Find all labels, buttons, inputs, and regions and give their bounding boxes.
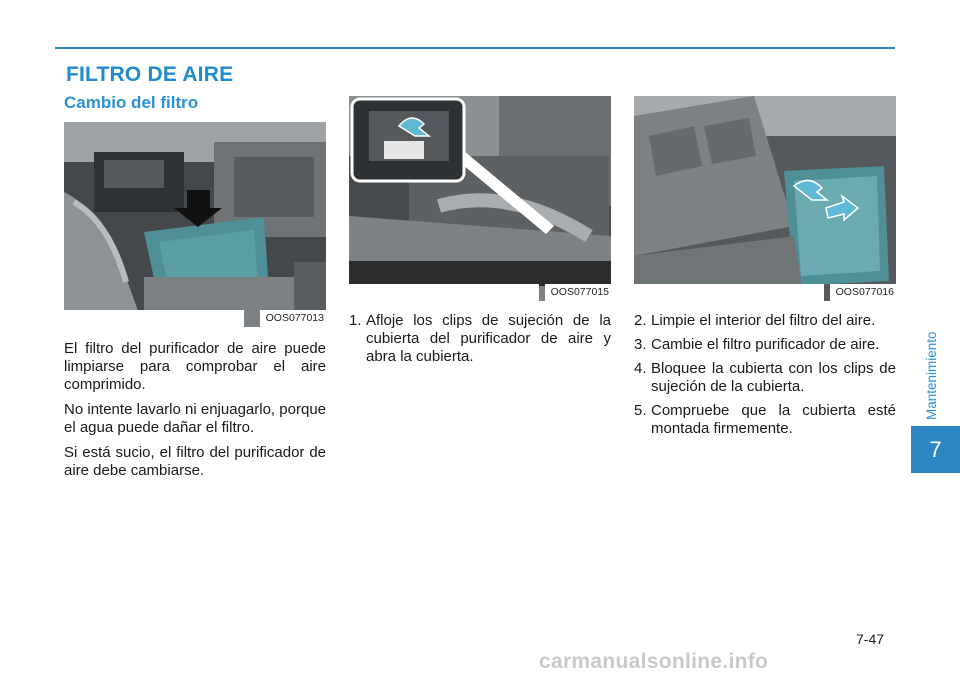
step-text: Compruebe que la cubierta esté montada firmemente. <box>651 402 896 437</box>
step-item <box>634 336 896 354</box>
step-number: 1. <box>349 312 362 329</box>
figure-caption-bar <box>349 284 539 301</box>
step-number: 5. <box>634 402 647 419</box>
figure-code: OOS077013 <box>260 310 326 327</box>
figure-code: OOS077015 <box>545 284 611 301</box>
step-item <box>634 402 896 438</box>
watermark: carmanualsonline.info <box>539 650 769 673</box>
header-rule <box>55 47 895 49</box>
step-number: 2. <box>634 312 647 329</box>
engine-bay-illustration-3 <box>634 96 896 301</box>
steps-column-3 <box>634 312 896 444</box>
figure-caption-bar <box>634 284 824 301</box>
paragraph: El filtro del purificador de aire puede limpiarse para comprobar el aire comprimido. <box>64 340 326 393</box>
step-text: Bloquee la cubierta con los clips de sujeción de la cubierta. <box>651 360 896 395</box>
chapter-label: Mantenimiento <box>924 331 939 420</box>
figure-code: OOS077016 <box>830 284 896 301</box>
intro-text <box>64 340 326 487</box>
section-title: FILTRO DE AIRE <box>66 63 234 86</box>
figure-release-clips <box>349 96 611 301</box>
step-text: Cambie el filtro purificador de aire. <box>651 336 880 353</box>
step-list <box>634 312 896 438</box>
step-number: 3. <box>634 336 647 353</box>
page-number: 7-47 <box>856 631 885 647</box>
step-text: Limpie el interior del filtro del aire. <box>651 312 876 329</box>
step-item <box>634 360 896 396</box>
step-item <box>349 312 611 366</box>
engine-bay-illustration-1 <box>64 122 326 327</box>
steps-column-2 <box>349 312 611 372</box>
paragraph: No intente lavarlo ni enjuagarlo, porque el agua puede dañar el filtro. <box>64 401 326 436</box>
step-item <box>634 312 896 330</box>
paragraph: Si está sucio, el filtro del purificador de aire debe cambiarse. <box>64 444 326 479</box>
figure-replace-filter <box>634 96 896 301</box>
chapter-tab: 7 <box>911 426 960 473</box>
step-text: Afloje los clips de sujeción de la cubierta del purificador de aire y abra la cubierta. <box>366 312 611 365</box>
step-list <box>349 312 611 366</box>
figure-caption-bar <box>64 310 244 327</box>
subsection-title: Cambio del filtro <box>64 93 199 112</box>
engine-bay-illustration-2 <box>349 96 611 301</box>
figure-engine-bay-air-filter <box>64 122 326 327</box>
step-number: 4. <box>634 360 647 377</box>
